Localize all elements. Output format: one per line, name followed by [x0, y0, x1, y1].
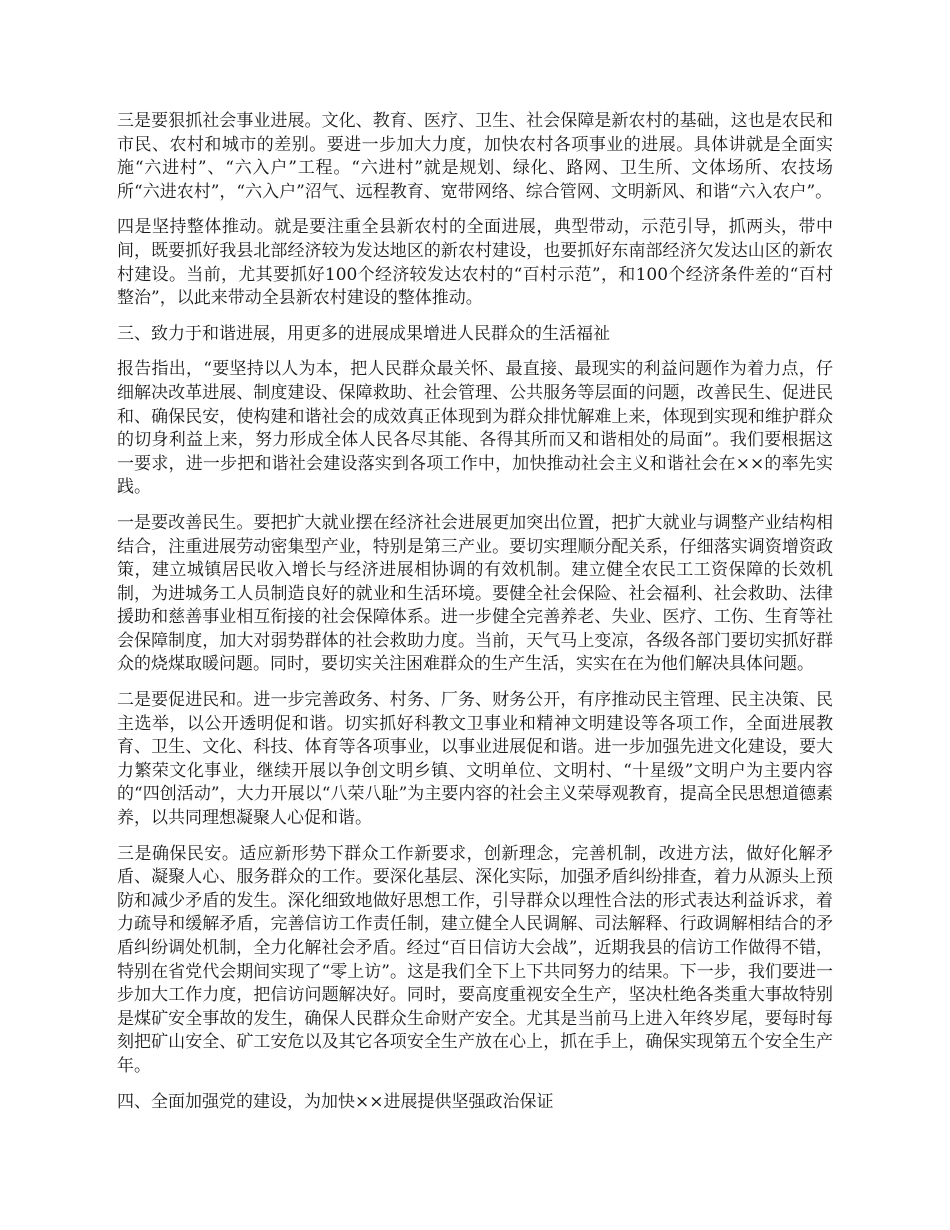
section-heading-party-building: 四、全面加强党的建设，为加快××进展提供坚强政治保证 [117, 1091, 554, 1112]
paragraph-overall-promotion: 四是坚持整体推动。就是要注重全县新农村的全面进展，典型带动，示范引导，抓两头，带中间，既要抓好我县北部经济较为发达地区的新农村建设，也要抓好东南部经济欠发达山区的新农村建设。当前，尤其要抓好100个经济较发达农村的“百村示范”，和100个经济条件差的“百村整治”，以此来带动全县新农村建设的整体推动。 [117, 217, 833, 309]
document-page [117, 110, 833, 1126]
paragraph-improve-livelihood: 一是要改善民生。要把扩大就业摆在经济社会进展更加突出位置，把扩大就业与调整产业结构相结合，注重进展劳动密集型产业，特别是第三产业。要切实理顺分配关系，仔细落实调资增资政策，建立城镇居民收入增长与经济进展相协调的有效机制。建立健全农民工工资保障的长效机制，为进城务工人员制造良好的就业和生活环境。要健全社会保险、社会福利、社会救助、法律援助和慈善事业相互衔接的社会保障体系。进一步健全完善养老、失业、医疗、工伤、生育等社会保障制度，加大对弱势群体的社会救助力度。当前，天气马上变凉，各级各部门要切实抓好群众的烧煤取暖问题。同时，要切实关注困难群众的生产生活，实实在在为他们解决具体问题。 [117, 512, 833, 675]
section-heading-harmony: 三、致力于和谐进展，用更多的进展成果增进人民群众的生活福祉 [117, 323, 610, 344]
paragraph-ensure-safety: 三是确保民安。适应新形势下群众工作新要求，创新理念，完善机制，改进方法，做好化解矛盾、凝聚人心、服务群众的工作。要深化基层、深化实际，加强矛盾纠纷排查，着力从源头上预防和减少矛盾的发生。深化细致地做好思想工作，引导群众以理性合法的形式表达利益诉求，着力疏导和缓解矛盾，完善信访工作责任制，建立健全人民调解、司法解释、行政调解相结合的矛盾纠纷调处机制，全力化解社会矛盾。经过“百日信访大会战”，近期我县的信访工作做得不错，特别在省党代会期间实现了“零上访”。这是我们全下上下共同努力的结果。下一步，我们要进一步加大工作力度，把信访问题解决好。同时，要高度重视安全生产，坚决杜绝各类重大事故特别是煤矿安全事故的发生，确保人民群众生命财产安全。尤其是当前马上进入年终岁尾，要每时每刻把矿山安全、矿工安危以及其它各项安全生产放在心上，抓在手上，确保实现第五个安全生产年。 [117, 843, 833, 1076]
paragraph-report-quote: 报告指出，“要坚持以人为本，把人民群众最关怀、最直接、最现实的利益问题作为着力点，仔细解决改革进展、制度建设、保障救助、社会管理、公共服务等层面的问题，改善民生、促进民和、确保民安，使构建和谐社会的成效真正体现到为群众排忧解难上来，体现到实现和维护群众的切身利益上来，努力形成全体人民各尽其能、各得其所而又和谐相处的局面”。我们要根据这一要求，进一步把和谐社会建设落实到各项工作中，加快推动社会主义和谐社会在××的率先实践。 [117, 359, 833, 498]
paragraph-promote-harmony: 二是要促进民和。进一步完善政务、村务、厂务、财务公开，有序推动民主管理、民主决策、民主选举，以公开透明促和谐。切实抓好科教文卫事业和精神文明建设等各项工作，全面进展教育、卫生、文化、科技、体育等各项事业，以事业进展促和谐。进一步加强先进文化建设，要大力繁荣文化事业，继续开展以争创文明乡镇、文明单位、文明村、“十星级”文明户为主要内容的“四创活动”，大力开展以“八荣八耻”为主要内容的社会主义荣辱观教育，提高全民思想道德素养，以共同理想凝聚人心促和谐。 [117, 690, 833, 829]
paragraph-social-undertakings: 三是要狠抓社会事业进展。文化、教育、医疗、卫生、社会保障是新农村的基础，这也是农民和市民、农村和城市的差别。要进一步加大力度，加快农村各项事业的进展。具体讲就是全面实施“六进村”、“六入户”工程。“六进村”就是规划、绿化、路网、卫生所、文体场所、农技场所“六进农村”，“六入户”沼气、远程教育、宽带网络、综合管网、文明新风、和谐“六入农户”。 [117, 111, 833, 202]
